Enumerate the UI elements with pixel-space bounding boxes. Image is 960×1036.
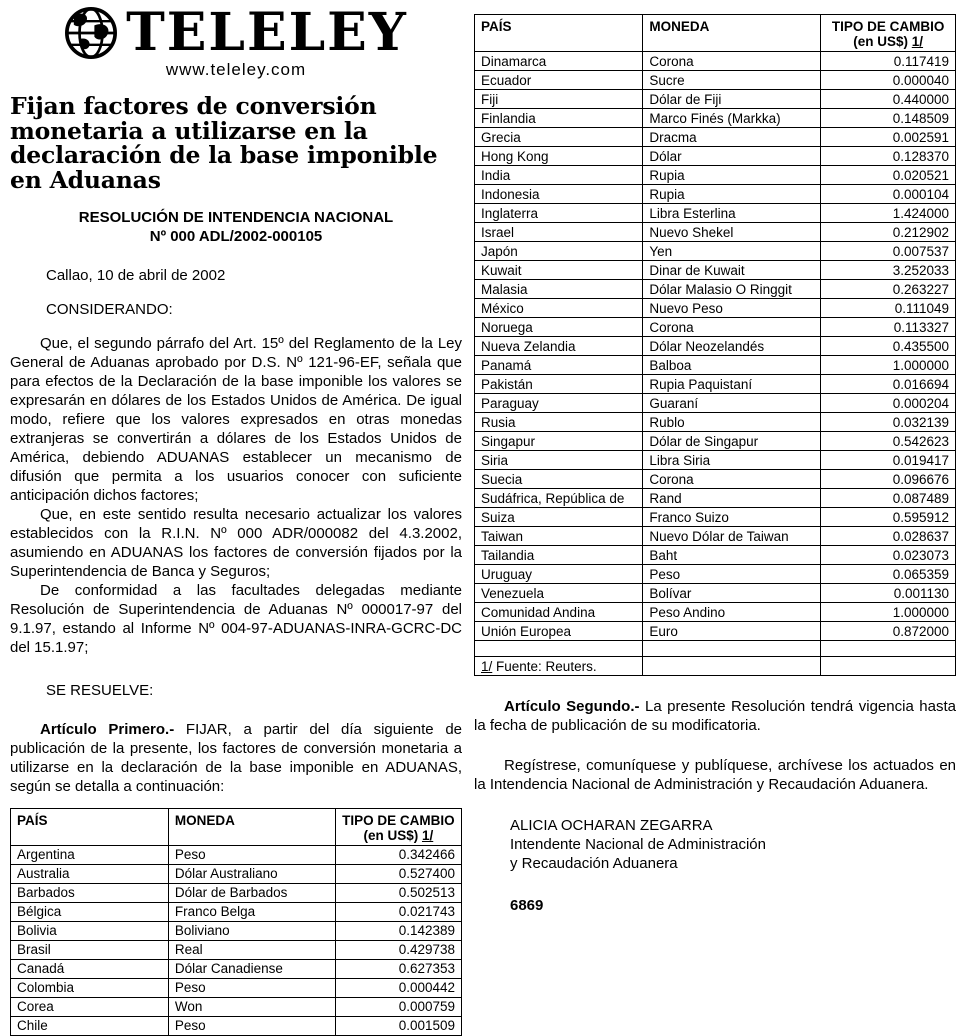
rate-cell: 0.000104 (821, 185, 956, 204)
country-cell: Venezuela (475, 584, 643, 603)
rate-cell: 0.627353 (335, 959, 461, 978)
country-cell: México (475, 299, 643, 318)
table-row (475, 622, 956, 641)
rate-cell: 0.028637 (821, 527, 956, 546)
footnote-ref: 1/ (911, 34, 924, 49)
table-row (475, 546, 956, 565)
articulo-segundo-label: Artículo Segundo.- (504, 698, 640, 715)
currency-cell: Nuevo Dólar de Taiwan (643, 527, 821, 546)
footnote-ref: 1/ (421, 827, 434, 843)
country-cell: Nueva Zelandia (475, 337, 643, 356)
country-cell: Uruguay (475, 565, 643, 584)
currency-cell: Dólar (643, 147, 821, 166)
table-row (11, 997, 462, 1016)
currency-cell: Peso Andino (643, 603, 821, 622)
table-row (475, 147, 956, 166)
column-header-moneda: MONEDA (168, 808, 335, 845)
country-cell: Colombia (11, 978, 169, 997)
table-row (11, 978, 462, 997)
rate-cell: 3.252033 (821, 261, 956, 280)
spacer-row (475, 641, 956, 657)
table-row (11, 845, 462, 864)
currency-cell: Libra Siria (643, 451, 821, 470)
rate-cell: 0.429738 (335, 940, 461, 959)
currency-cell: Corona (643, 52, 821, 71)
currency-cell: Dólar de Fiji (643, 90, 821, 109)
rate-cell: 0.128370 (821, 147, 956, 166)
column-header-tipo: TIPO DE CAMBIO (en US$) 1/ (335, 808, 461, 845)
country-cell: Ecuador (475, 71, 643, 90)
table-row (475, 527, 956, 546)
table-header-row (11, 808, 462, 845)
rate-cell: 0.342466 (335, 845, 461, 864)
rate-cell: 0.007537 (821, 242, 956, 261)
country-cell: Inglaterra (475, 204, 643, 223)
country-cell: Comunidad Andina (475, 603, 643, 622)
table-row (475, 299, 956, 318)
table-row (475, 394, 956, 413)
table-row (475, 166, 956, 185)
rate-cell: 0.021743 (335, 902, 461, 921)
currency-cell: Marco Finés (Markka) (643, 109, 821, 128)
rate-cell: 0.096676 (821, 470, 956, 489)
country-cell: Australia (11, 864, 169, 883)
resolution-line2: Nº 000 ADL/2002-000105 (149, 228, 323, 246)
se-resuelve-heading: SE RESUELVE: (46, 681, 154, 699)
country-cell: Hong Kong (475, 147, 643, 166)
country-cell: Tailandia (475, 546, 643, 565)
articulo-primero-text: FIJAR, a partir del día siguiente de publicación de la presente, los factores de conversión monetaria a utilizarse en la declaración de la base imponible en ADUANAS, según se detalla a continuación: (10, 720, 463, 795)
considerando-paragraphs (10, 334, 462, 657)
table-row (475, 451, 956, 470)
table-row (11, 864, 462, 883)
table-row (475, 204, 956, 223)
table-row (475, 489, 956, 508)
country-cell: India (475, 166, 643, 185)
table-row (475, 603, 956, 622)
country-cell: Japón (475, 242, 643, 261)
country-cell: Brasil (11, 940, 169, 959)
articulo-segundo-text: La presente Resolución tendrá vigencia hasta la fecha de publicación de su modificatoria. (474, 698, 956, 734)
country-cell: Pakistán (475, 375, 643, 394)
table-row (475, 318, 956, 337)
currency-cell: Guaraní (643, 394, 821, 413)
country-cell: Bolivia (11, 921, 169, 940)
document-title: Fijan factores de conversión monetaria a utilizarse en la declaración de la base imponible en Aduanas (10, 92, 438, 195)
table-row (11, 940, 462, 959)
rate-cell: 1.000000 (821, 603, 956, 622)
currency-cell: Dólar Australiano (168, 864, 335, 883)
rate-cell: 0.019417 (821, 451, 956, 470)
currency-cell: Dólar Malasio O Ringgit (643, 280, 821, 299)
country-cell: Corea (11, 997, 169, 1016)
globe-icon (64, 6, 118, 60)
currency-cell: Dólar Canadiense (168, 959, 335, 978)
country-cell: Paraguay (475, 394, 643, 413)
table-row (11, 1016, 462, 1035)
currency-cell: Boliviano (168, 921, 335, 940)
currency-cell: Rupia (643, 185, 821, 204)
rate-cell: 0.595912 (821, 508, 956, 527)
rate-cell: 0.020521 (821, 166, 956, 185)
table-row (11, 921, 462, 940)
country-cell: Taiwan (475, 527, 643, 546)
rate-cell: 0.440000 (821, 90, 956, 109)
rate-cell: 0.001509 (335, 1016, 461, 1035)
rate-cell: 0.000040 (821, 71, 956, 90)
country-cell: Bélgica (11, 902, 169, 921)
currency-cell: Rupia (643, 166, 821, 185)
resolution-line1: RESOLUCIÓN DE INTENDENCIA NACIONAL (78, 208, 394, 226)
exchange-table-right (474, 14, 956, 676)
brand-website: www.teleley.com (165, 60, 307, 79)
document-number: 6869 (510, 897, 544, 914)
rate-cell: 0.113327 (821, 318, 956, 337)
table-row (475, 185, 956, 204)
country-cell: Unión Europea (475, 622, 643, 641)
table-row (11, 959, 462, 978)
country-cell: Malasia (475, 280, 643, 299)
country-cell: Israel (475, 223, 643, 242)
rate-cell: 0.263227 (821, 280, 956, 299)
rate-cell: 0.002591 (821, 128, 956, 147)
table-row (475, 109, 956, 128)
rate-cell: 0.435500 (821, 337, 956, 356)
currency-cell: Libra Esterlina (643, 204, 821, 223)
country-cell: Sudáfrica, República de (475, 489, 643, 508)
table-row (475, 432, 956, 451)
table-row (475, 52, 956, 71)
table-row (11, 883, 462, 902)
currency-cell: Peso (168, 978, 335, 997)
country-cell: Chile (11, 1016, 169, 1035)
country-cell: Fiji (475, 90, 643, 109)
table-footnote: 1/ Fuente: Reuters. (475, 657, 643, 676)
considerando-heading: CONSIDERANDO: (46, 300, 173, 318)
country-cell: Noruega (475, 318, 643, 337)
signature-title-line1: Intendente Nacional de Administración (510, 836, 766, 853)
currency-cell: Real (168, 940, 335, 959)
signature-title-line2: y Recaudación Aduanera (510, 855, 678, 872)
currency-cell: Bolívar (643, 584, 821, 603)
country-cell: Argentina (11, 845, 169, 864)
rate-cell: 0.087489 (821, 489, 956, 508)
table-row (475, 375, 956, 394)
currency-cell: Balboa (643, 356, 821, 375)
column-header-tipo: TIPO DE CAMBIO (en US$) 1/ (821, 15, 956, 52)
currency-cell: Peso (168, 1016, 335, 1035)
rate-cell: 0.872000 (821, 622, 956, 641)
signature-block (510, 816, 956, 873)
table-row (475, 356, 956, 375)
rate-cell: 0.148509 (821, 109, 956, 128)
table-row (475, 242, 956, 261)
country-cell: Siria (475, 451, 643, 470)
currency-cell: Rand (643, 489, 821, 508)
rate-cell: 1.000000 (821, 356, 956, 375)
currency-cell: Dinar de Kuwait (643, 261, 821, 280)
rate-cell: 0.023073 (821, 546, 956, 565)
table-row (475, 508, 956, 527)
country-cell: Suecia (475, 470, 643, 489)
rate-cell: 0.117419 (821, 52, 956, 71)
articulo-primero (10, 720, 462, 796)
currency-cell: Rublo (643, 413, 821, 432)
rate-cell: 0.000759 (335, 997, 461, 1016)
country-cell: Suiza (475, 508, 643, 527)
rate-cell: 0.111049 (821, 299, 956, 318)
rate-cell: 0.142389 (335, 921, 461, 940)
table-row (475, 584, 956, 603)
rate-cell: 1.424000 (821, 204, 956, 223)
currency-cell: Won (168, 997, 335, 1016)
country-cell: Canadá (11, 959, 169, 978)
currency-cell: Yen (643, 242, 821, 261)
exchange-table-left (10, 808, 462, 1036)
right-bottom-block (474, 697, 956, 914)
currency-cell: Baht (643, 546, 821, 565)
currency-cell: Dólar Neozelandés (643, 337, 821, 356)
country-cell: Indonesia (475, 185, 643, 204)
right-column (474, 14, 956, 914)
table-row (11, 902, 462, 921)
brand-wordmark: TELELEY (126, 2, 408, 63)
dateline: Callao, 10 de abril de 2002 (46, 266, 226, 284)
table-row (475, 261, 956, 280)
footnote-row (475, 657, 956, 676)
rate-cell: 0.542623 (821, 432, 956, 451)
rate-cell: 0.000442 (335, 978, 461, 997)
currency-cell: Rupia Paquistaní (643, 375, 821, 394)
country-cell: Singapur (475, 432, 643, 451)
table-row (475, 470, 956, 489)
table-row (475, 337, 956, 356)
currency-cell: Corona (643, 470, 821, 489)
currency-cell: Nuevo Peso (643, 299, 821, 318)
currency-cell: Dólar de Barbados (168, 883, 335, 902)
signature-name: ALICIA OCHARAN ZEGARRA (510, 817, 713, 834)
left-column (10, 2, 463, 1036)
rate-cell: 0.065359 (821, 565, 956, 584)
rate-cell: 0.000204 (821, 394, 956, 413)
table-row (475, 90, 956, 109)
currency-cell: Dracma (643, 128, 821, 147)
rate-cell: 0.016694 (821, 375, 956, 394)
country-cell: Kuwait (475, 261, 643, 280)
footnote-ref: 1/ (481, 658, 493, 674)
currency-cell: Dólar de Singapur (643, 432, 821, 451)
articulo-segundo (474, 697, 956, 735)
logo (10, 2, 462, 63)
articulo-primero-label: Artículo Primero.- (40, 720, 175, 738)
country-cell: Panamá (475, 356, 643, 375)
rate-cell: 0.032139 (821, 413, 956, 432)
currency-cell: Franco Suizo (643, 508, 821, 527)
rate-cell: 0.502513 (335, 883, 461, 902)
table-row (475, 128, 956, 147)
currency-cell: Corona (643, 318, 821, 337)
resolution-heading (10, 208, 462, 247)
currency-cell: Euro (643, 622, 821, 641)
paragraph: Que, el segundo párrafo del Art. 15º del Reglamento de la Ley General de Aduanas aprobado por D.S. Nº 121-96-EF, señala que para efectos de la Declaración de la base imponible los valores se expresarán en dólares de los Estados Unidos de América. De igual modo, refiere que los valores expresados en otras monedas extranjeras se convertirán a dólares de los Estados Unidos de América, debiendo ADUANAS establecer un mecanismo de difusión que permita a los usuarios conocer con suficiente anticipación dichos factores; (10, 334, 462, 504)
currency-cell: Peso (643, 565, 821, 584)
rate-cell: 0.212902 (821, 223, 956, 242)
column-header-pais: PAÍS (475, 15, 643, 52)
table-row (475, 280, 956, 299)
country-cell: Grecia (475, 128, 643, 147)
currency-cell: Sucre (643, 71, 821, 90)
column-header-moneda: MONEDA (643, 15, 821, 52)
currency-cell: Peso (168, 845, 335, 864)
country-cell: Finlandia (475, 109, 643, 128)
country-cell: Barbados (11, 883, 169, 902)
paragraph: De conformidad a las facultades delegadas mediante Resolución de Superintendencia de Aduanas Nº 000017-97 del 9.1.97, estando al Informe Nº 004-97-ADUANAS-INRA-GCRC-DC del 15.1.97; (10, 581, 462, 656)
table-row (475, 223, 956, 242)
currency-cell: Franco Belga (168, 902, 335, 921)
rate-cell: 0.001130 (821, 584, 956, 603)
paragraph: Que, en este sentido resulta necesario actualizar los valores establecidos con la R.I.N. Nº 000 ADR/000082 del 4.3.2002, asumiendo en ADUANAS los factores de conversión fijados por la Superintendencia de Banca y Seguros; (10, 505, 462, 580)
table-row (475, 565, 956, 584)
table-header-row (475, 15, 956, 52)
table-row (475, 71, 956, 90)
country-cell: Dinamarca (475, 52, 643, 71)
country-cell: Rusia (475, 413, 643, 432)
column-header-pais: PAÍS (11, 808, 169, 845)
currency-cell: Nuevo Shekel (643, 223, 821, 242)
rate-cell: 0.527400 (335, 864, 461, 883)
table-row (475, 413, 956, 432)
closing-paragraph: Regístrese, comuníquese y publíquese, archívese los actuados en la Intendencia Nacional de Administración y Recaudación Aduanera. (474, 757, 956, 793)
